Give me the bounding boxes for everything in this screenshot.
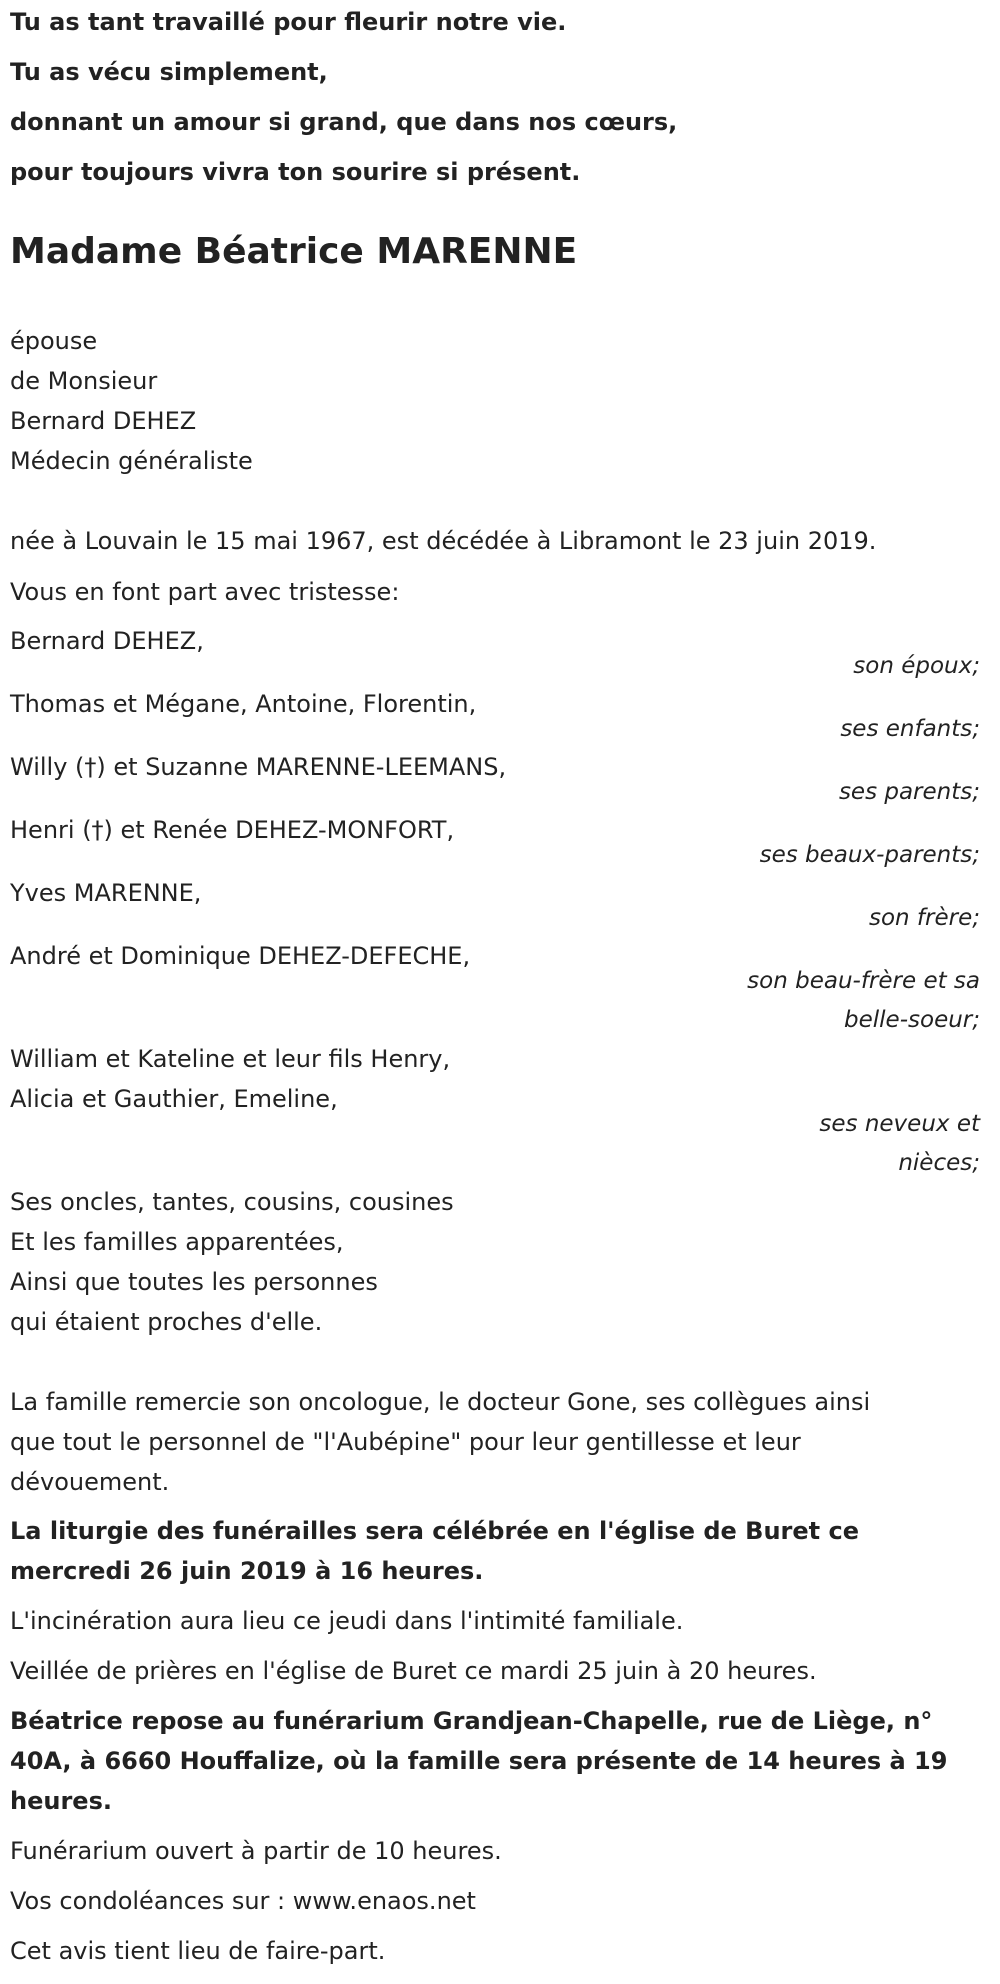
spouse-line: Médecin généraliste — [10, 447, 253, 475]
spouse-line: épouse — [10, 327, 98, 355]
poem-line: Tu as tant travaillé pour fleurir notre vie. — [10, 8, 567, 36]
others-line: Et les familles apparentées, — [10, 1228, 344, 1256]
thanks-line: La famille remercie son oncologue, le docteur Gone, ses collègues ainsi — [10, 1388, 871, 1416]
repose-line: Béatrice repose au funérarium Grandjean-Chapelle, rue de Liège, n° — [10, 1707, 933, 1735]
cremation-line: L'incinération aura lieu ce jeudi dans l'intimité familiale. — [10, 1607, 684, 1635]
thanks-line: que tout le personnel de "l'Aubépine" pour leur gentillesse et leur — [10, 1428, 801, 1456]
others-line: Ainsi que toutes les personnes — [10, 1268, 378, 1296]
funeral-line: mercredi 26 juin 2019 à 16 heures. — [10, 1557, 484, 1585]
repose-line: 40A, à 6660 Houffalize, où la famille sera présente de 14 heures à 19 — [10, 1747, 948, 1775]
poem-line: donnant un amour si grand, que dans nos cœurs, — [10, 108, 678, 136]
family-names: Willy (†) et Suzanne MARENNE-LEEMANS, — [10, 753, 507, 781]
notice-line: Cet avis tient lieu de faire-part. — [10, 1937, 386, 1965]
family-relation: belle-soeur; — [844, 1007, 980, 1033]
family-names: Thomas et Mégane, Antoine, Florentin, — [10, 690, 477, 718]
opening-line: Funérarium ouvert à partir de 10 heures. — [10, 1837, 502, 1865]
family-relation: son époux; — [853, 653, 980, 679]
family-relation: ses parents; — [838, 779, 980, 805]
family-names: André et Dominique DEHEZ-DEFECHE, — [10, 942, 471, 970]
family-relation: son frère; — [868, 905, 980, 931]
family-names: Yves MARENNE, — [10, 879, 202, 907]
funeral-line: La liturgie des funérailles sera célébrée en l'église de Buret ce — [10, 1517, 859, 1545]
family-names: Henri (†) et Renée DEHEZ-MONFORT, — [10, 816, 455, 844]
repose-line: heures. — [10, 1787, 112, 1815]
family-relation: ses beaux-parents; — [759, 842, 980, 868]
vigil-line: Veillée de prières en l'église de Buret ce mardi 25 juin à 20 heures. — [10, 1657, 817, 1685]
others-line: Ses oncles, tantes, cousins, cousines — [10, 1188, 454, 1216]
poem-line: pour toujours vivra ton sourire si présent. — [10, 158, 581, 186]
family-relation: son beau-frère et sa — [747, 968, 980, 994]
family-relation: ses enfants; — [840, 716, 980, 742]
spouse-line: Bernard DEHEZ — [10, 407, 197, 435]
family-names: William et Kateline et leur fils Henry, — [10, 1045, 451, 1073]
poem-line: Tu as vécu simplement, — [10, 58, 328, 86]
family-names: Alicia et Gauthier, Emeline, — [10, 1085, 338, 1113]
family-relation: nièces; — [898, 1150, 980, 1176]
others-line: qui étaient proches d'elle. — [10, 1308, 323, 1336]
announcement-line: Vous en font part avec tristesse: — [10, 578, 400, 606]
thanks-line: dévouement. — [10, 1468, 170, 1496]
condolences-line: Vos condoléances sur : www.enaos.net — [10, 1887, 476, 1915]
birth-death-line: née à Louvain le 15 mai 1967, est décédée à Libramont le 23 juin 2019. — [10, 527, 877, 555]
spouse-line: de Monsieur — [10, 367, 158, 395]
family-names: Bernard DEHEZ, — [10, 627, 204, 655]
family-relation: ses neveux et — [819, 1111, 980, 1137]
deceased-name: Madame Béatrice MARENNE — [10, 231, 578, 272]
